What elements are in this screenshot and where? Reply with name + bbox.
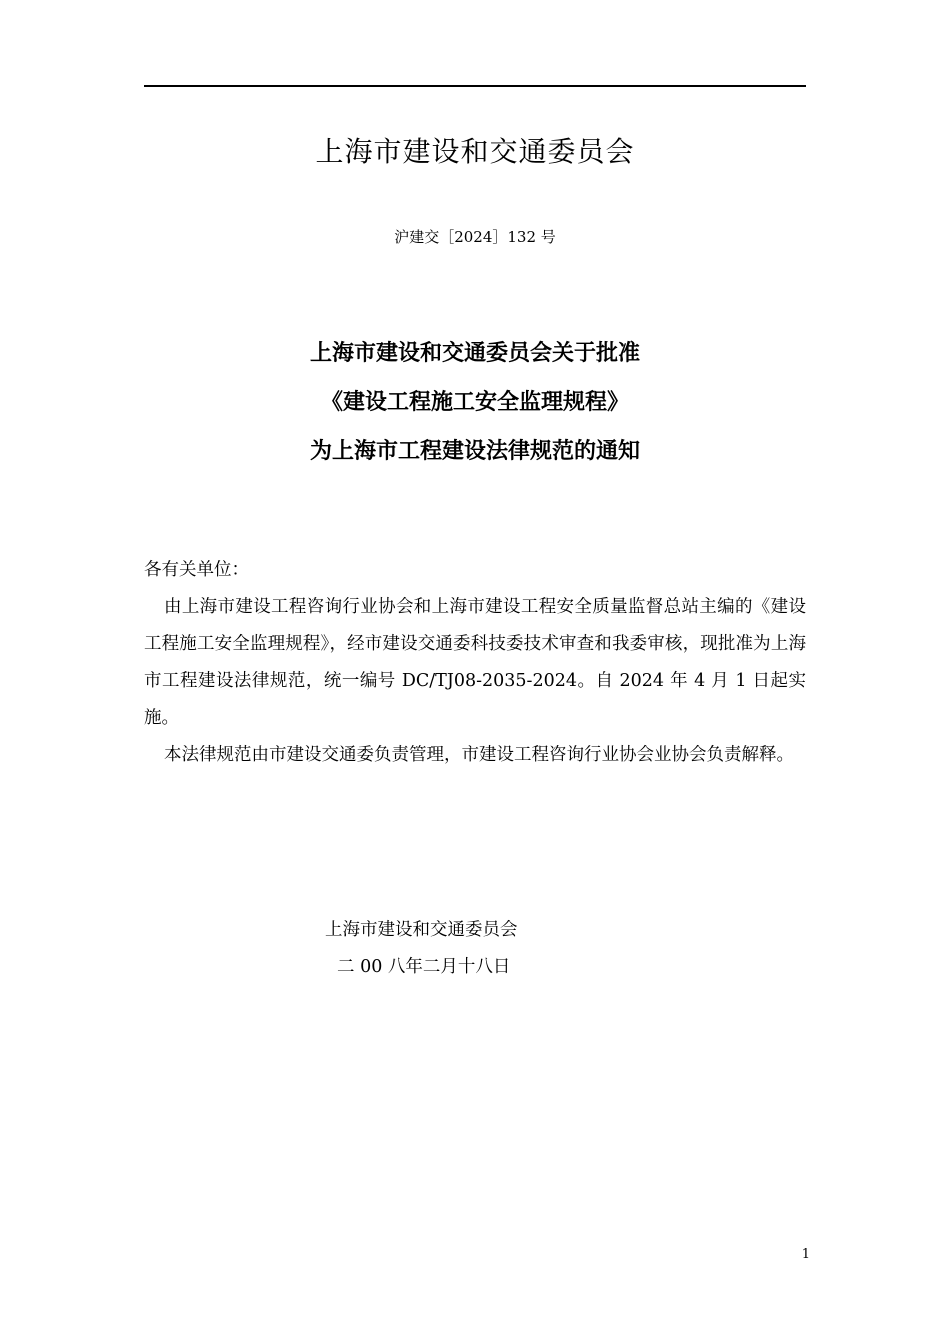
title-line-2: 《建设工程施工安全监理规程》 [320, 389, 629, 415]
body-paragraph-2: 本法律规范由市建设交通委负责管理，市建设工程咨询行业协会业协会负责解释。 [164, 745, 794, 765]
document-number: 沪建交［2024］132 号 [394, 228, 556, 246]
body-paragraph-1: 由上海市建设工程咨询行业协会和上海市建设工程安全质量监督总站主编的《建设工程施工安全监理规程》，经市建设交通委科技委技术审查和我委审核，现批准为上海市工程建设法律规范，统一编号 DC/TJ08-2035-2024。自 2024 年 4 月 1 日起实施。 [144, 597, 806, 728]
issuing-organization: 上海市建设和交通委员会 [315, 135, 635, 168]
title-line-3: 为上海市工程建设法律规范的通知 [309, 438, 640, 464]
signature-date: 二 00 八年二月十八日 [337, 957, 511, 977]
salutation: 各有关单位： [144, 560, 249, 580]
title-line-1: 上海市建设和交通委员会关于批准 [309, 340, 640, 366]
header-rule [144, 85, 806, 87]
signature-organization: 上海市建设和交通委员会 [325, 920, 518, 940]
page-number: 1 [801, 1247, 810, 1262]
